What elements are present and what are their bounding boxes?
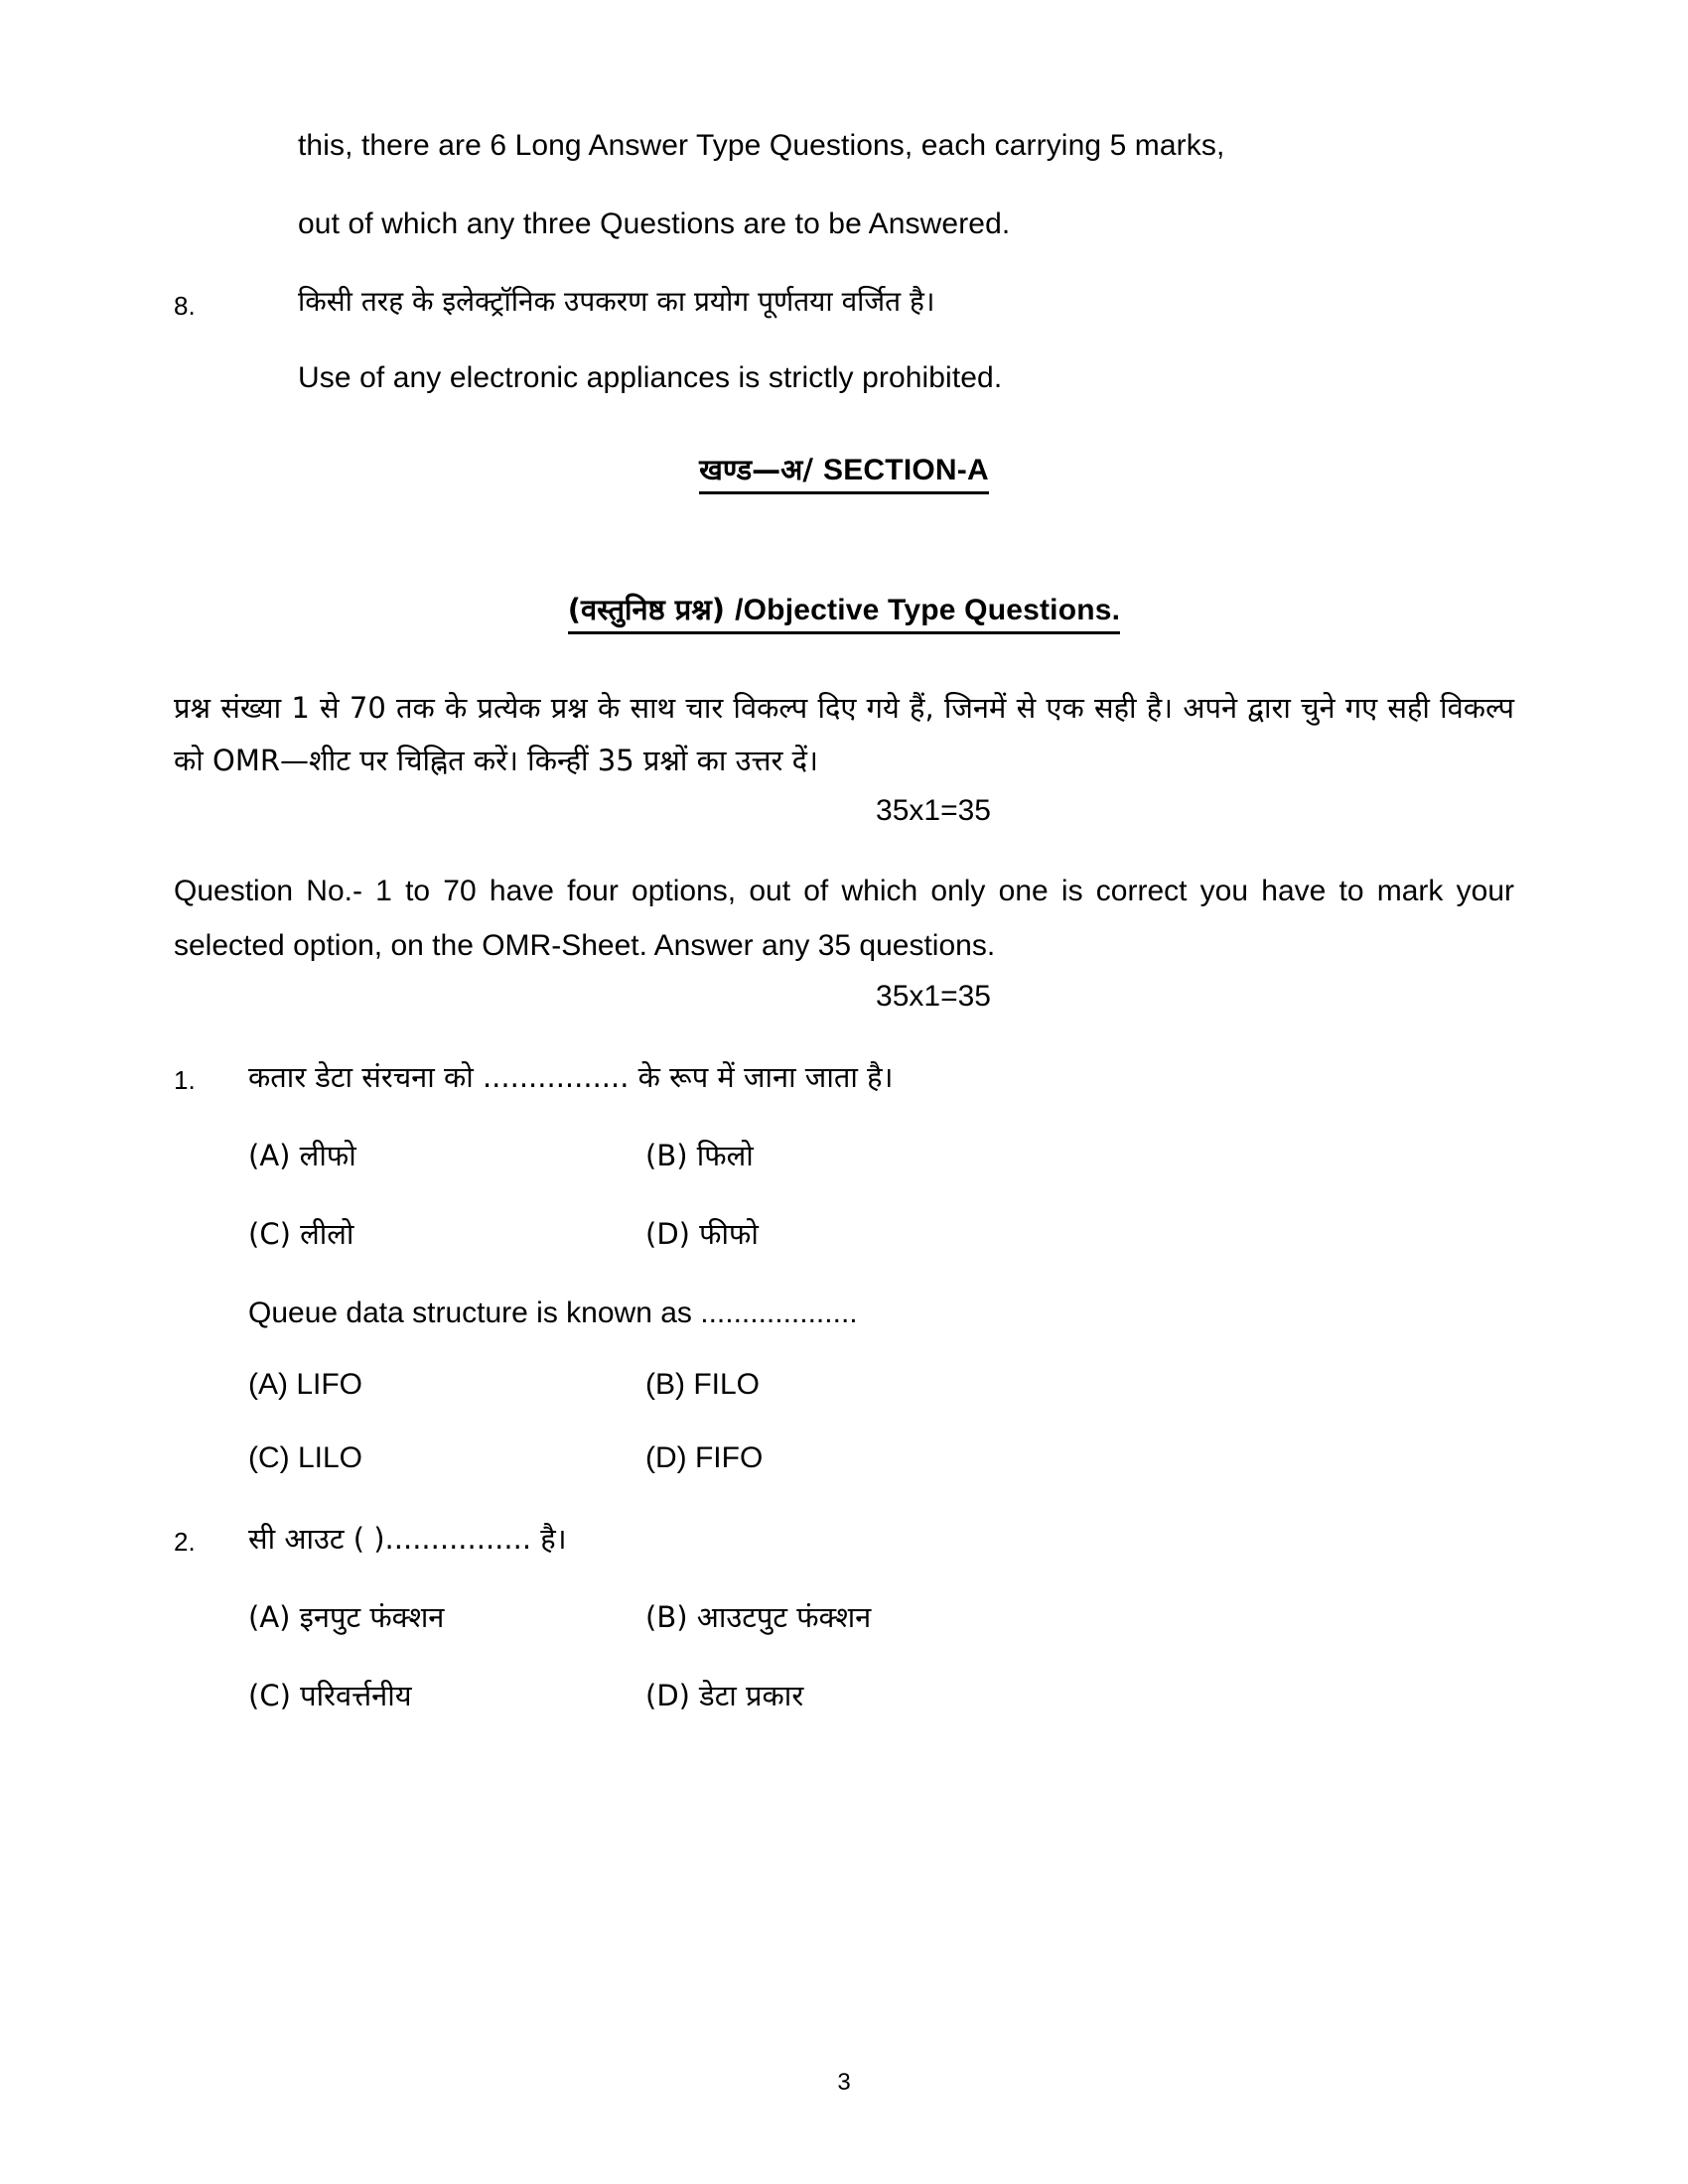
question-2-option-c-hindi[interactable]: (C) परिवर्त्तनीय (248, 1678, 412, 1712)
question-2-option-d-hindi[interactable]: (D) डेटा प्रकार (645, 1678, 804, 1712)
instruction-item-8 (174, 285, 1514, 322)
question-2-option-b-hindi[interactable]: (B) आउटपुट फंक्शन (645, 1599, 872, 1634)
instruction-continued-line-1: this, there are 6 Long Answer Type Questions, each carrying 5 marks, (298, 129, 1225, 162)
question-1-stem-hindi: कतार डेटा संरचना को ................ के रूप में जाना जाता है। (248, 1059, 894, 1094)
objective-type-subheading-hindi: (वस्तुनिष्ठ प्रश्न) (567, 592, 736, 626)
question-1-option-d-hindi[interactable]: (D) फीफो (645, 1216, 759, 1251)
question-1-option-a-hindi[interactable]: (A) लीफो (248, 1138, 356, 1172)
instruction-continued-line-2: out of which any three Questions are to be Answered. (298, 206, 1011, 240)
option-row (248, 1441, 1514, 1475)
question-1-stem (174, 1059, 1514, 1098)
question-2-stem (174, 1521, 1514, 1560)
option-row (248, 1676, 1514, 1714)
option-row (248, 1597, 1514, 1636)
question-2-stem-hindi: सी आउट ( )................ है। (248, 1521, 567, 1556)
question-1-option-b-hindi[interactable]: (B) फिलो (645, 1138, 754, 1172)
instructions-block (174, 0, 1514, 396)
question-1-option-d-english[interactable]: (D) FIFO (645, 1440, 764, 1474)
objective-instructions-hindi-marks: 35x1=35 (876, 793, 991, 827)
question-1-option-c-english[interactable]: (C) LILO (248, 1440, 363, 1474)
objective-type-subheading (174, 590, 1514, 634)
section-a-heading (174, 450, 1514, 494)
option-row (248, 1136, 1514, 1174)
question-1 (174, 1059, 1514, 1475)
question-1-options-english (174, 1368, 1514, 1475)
question-1-options-hindi (174, 1136, 1514, 1253)
instruction-item-8-number: 8. (174, 291, 196, 321)
section-a-heading-english: SECTION-A (823, 453, 989, 486)
question-1-option-b-english[interactable]: (B) FILO (645, 1367, 761, 1401)
objective-instructions-hindi: प्रश्न संख्या 1 से 70 तक के प्रत्येक प्रश्न के साथ चार विकल्प दिए गये हैं, जिनमें से एक सही है। अपने द्वारा चुने गए सही विकल्प को OMR—शीट पर चिह्नित करें। किन्हीं 35 प्रश्नों का उत्तर दें। (174, 690, 1514, 778)
option-row (248, 1368, 1514, 1402)
question-2-number: 2. (174, 1526, 196, 1557)
question-2-options-hindi (174, 1597, 1514, 1714)
question-2-option-a-hindi[interactable]: (A) इनपुट फंक्शन (248, 1599, 445, 1634)
question-1-option-a-english[interactable]: (A) LIFO (248, 1367, 363, 1401)
question-1-stem-english: Queue data structure is known as ................... (248, 1296, 858, 1329)
question-1-option-c-hindi[interactable]: (C) लीलो (248, 1216, 354, 1251)
option-row (248, 1214, 1514, 1253)
objective-instructions-english-marks: 35x1=35 (876, 979, 991, 1013)
objective-instructions-english: Question No.- 1 to 70 have four options, out of which only one is correct you have to mark your selected option, on the OMR-Sheet. Answer any 35 questions. (174, 874, 1514, 963)
question-2 (174, 1521, 1514, 1714)
section-a-heading-hindi: खण्ड—अ/ (699, 452, 824, 486)
instruction-item-8-hindi: किसी तरह के इलेक्ट्रॉनिक उपकरण का प्रयोग पूर्णतया वर्जित है। (298, 285, 935, 318)
question-1-number: 1. (174, 1064, 196, 1095)
instruction-item-8-english: Use of any electronic appliances is strictly prohibited. (298, 361, 1003, 395)
page-number: 3 (837, 2069, 851, 2096)
objective-type-subheading-english: /Objective Type Questions. (735, 593, 1121, 626)
